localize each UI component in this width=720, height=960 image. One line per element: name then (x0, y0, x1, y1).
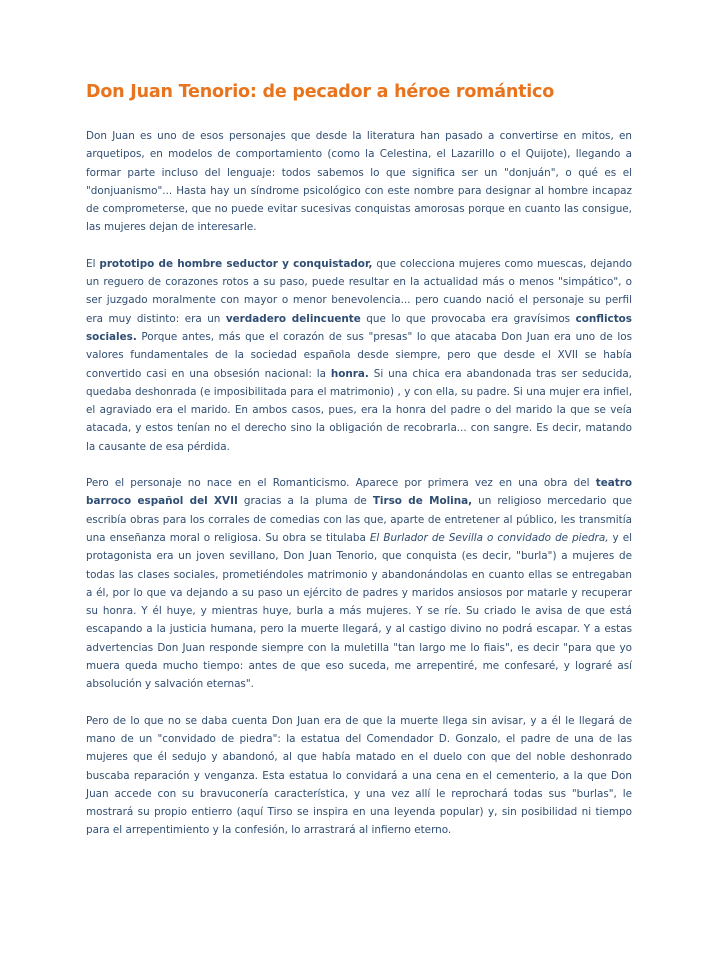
text-run: Porque antes, más que el corazón de sus "presas" lo que atacaba Don Juan era uno de los valores fundamentales de la sociedad española desde siempre, pero que desde el XVII se había convertido casi en una obsesión nacional: la (86, 330, 632, 380)
text-run: gracias a la pluma de (237, 495, 373, 508)
italic-text: El Burlador de Sevilla o convidado de piedra, (369, 531, 609, 544)
text-run: Pero de lo que no se daba cuenta Don Juan era de que la muerte llega sin avisar, y a él le llegará de mano de un "convidado de piedra": la estatua del Comendador D. Gonzalo, el padre de una de las mujeres que él sedujo y abandonó, al que había matado en el duelo con que del noble deshonrado buscaba reparación y venganza. Esta estatua lo convidará a una cena en el cementerio, a la que Don Juan accede con su bravuconería característica, y una vez allí le reprochará todas sus "burlas", le mostrará su propio entierro (aquí Tirso se inspira en una leyenda popular) y, sin posibilidad ni tiempo para el arrepentimiento y la confesión, lo arrastrará al infierno eterno. (86, 714, 632, 837)
text-run: Pero el personaje no nace en el Romanticismo. Aparece por primera vez en una obra del (86, 477, 596, 490)
text-run: y el protagonista era un joven sevillano, Don Juan Tenorio, que conquista (es decir, "burla") a mujeres de todas las clases sociales, prometiéndoles matrimonio y abandonándolas en cuanto ellas se entregaban a él, por lo que va dejando a su paso un ejército de padres y maridos ansiosos por matarle y recuperar su honra. Y él huye, y mientras huye, burla a más mujeres. Y se ríe. Su criado le avisa de que está escapando a la justicia humana, pero la muerte llegará, y al castigo divino no podrá escapar. Y a estas advertencias Don Juan responde siempre con la muletilla "tan largo me lo fiais", es decir "para que yo muera queda mucho tiempo: antes de que eso suceda, me arrepentiré, me confesaré, y lograré así absolución y salvación eternas". (86, 531, 632, 691)
text-run: Si una chica era abandonada tras ser seducida, quedaba deshonrada (e imposibilitada para el matrimonio) , y con ella, su padre. Si una mujer era infiel, el agraviado era el marido. En ambos casos, pues, era la honra del padre o del marido la que se veía atacada, y estos tenían no el derecho sino la obligación de recobrarla... con sangre. Es decir, matando la causante de esa pérdida. (86, 367, 632, 453)
document-title: Don Juan Tenorio: de pecador a héroe romántico (86, 82, 555, 102)
text-run: que lo que provocaba era gravísimos (360, 312, 576, 325)
bold-text: Tirso de Molina, (372, 495, 473, 508)
paragraph-3 (86, 474, 632, 694)
text-run: Don Juan es uno de esos personajes que desde la literatura han pasado a convertirse en mitos, en arquetipos, en modelos de comportamiento (como la Celestina, el Lazarillo o el Quijote), llegando a formar parte incluso del lenguaje: todos sabemos lo que significa ser un "donjuán", o qué es el "donjuanismo"... Hasta hay un síndrome psicológico con este nombre para designar al hombre incapaz de comprometerse, que no puede evitar sucesivas conquistas amorosas porque en cuanto las consigue, las mujeres dejan de interesarle. (86, 130, 632, 234)
document-body (86, 127, 632, 840)
paragraph-2 (86, 255, 632, 456)
bold-text: verdadero delincuente (225, 312, 361, 325)
paragraph-1 (86, 127, 632, 237)
document-page (86, 82, 632, 858)
bold-text: conflictos sociales. (86, 312, 632, 343)
paragraph-4 (86, 712, 632, 840)
bold-text: teatro barroco español del XVII (86, 477, 632, 508)
text-run: que colecciona mujeres como muescas, dejando un reguero de corazones rotos a su paso, puede resultar en la actualidad más o menos "simpático", o ser juzgado moralmente con mayor o menor benevolencia... pero cuando nació el personaje su perfil era muy distinto: era un (86, 257, 633, 325)
text-run: El (86, 257, 100, 270)
bold-text: honra. (330, 367, 369, 380)
bold-text: prototipo de hombre seductor y conquistador, (99, 257, 373, 270)
text-run: un religioso mercedario que escribía obras para los corrales de comedias con las que, aparte de entretener al público, les transmitía una enseñanza moral o religiosa. Su obra se titulaba (86, 495, 632, 544)
